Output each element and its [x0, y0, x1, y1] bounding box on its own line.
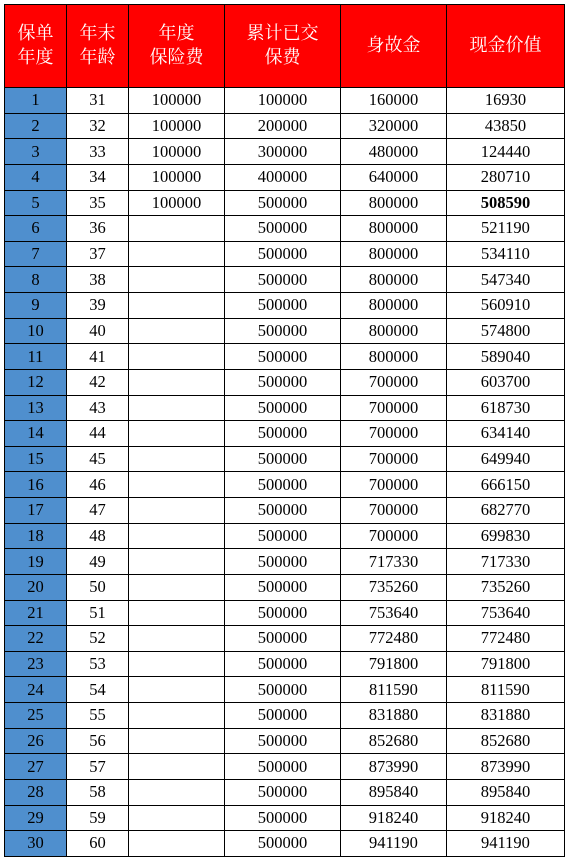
cell-cash-value: 603700	[447, 369, 565, 395]
cell-cash-value: 811590	[447, 677, 565, 703]
cell-cumulative-premium: 500000	[225, 395, 341, 421]
table-row	[5, 318, 565, 344]
cell-cumulative-premium: 500000	[225, 600, 341, 626]
cell-cumulative-premium: 500000	[225, 754, 341, 780]
cell-annual-premium	[129, 472, 225, 498]
cell-annual-premium	[129, 549, 225, 575]
cell-annual-premium	[129, 241, 225, 267]
cell-cash-value: 534110	[447, 241, 565, 267]
table-row	[5, 216, 565, 242]
cell-policy-year: 15	[5, 446, 67, 472]
table-row	[5, 369, 565, 395]
cell-age: 42	[67, 369, 129, 395]
table-row	[5, 421, 565, 447]
cell-annual-premium	[129, 344, 225, 370]
table-row	[5, 728, 565, 754]
table-row	[5, 549, 565, 575]
cell-death-benefit: 791800	[341, 651, 447, 677]
cell-policy-year: 28	[5, 779, 67, 805]
table-row	[5, 395, 565, 421]
cell-death-benefit: 811590	[341, 677, 447, 703]
cell-cumulative-premium: 500000	[225, 446, 341, 472]
cell-cumulative-premium: 500000	[225, 523, 341, 549]
cell-annual-premium	[129, 498, 225, 524]
cell-death-benefit: 800000	[341, 267, 447, 293]
cell-death-benefit: 735260	[341, 574, 447, 600]
cell-age: 39	[67, 293, 129, 319]
cell-age: 48	[67, 523, 129, 549]
cell-cumulative-premium: 200000	[225, 113, 341, 139]
cell-policy-year: 4	[5, 164, 67, 190]
cell-cumulative-premium: 500000	[225, 498, 341, 524]
table-row	[5, 139, 565, 165]
cell-death-benefit: 800000	[341, 216, 447, 242]
cell-policy-year: 23	[5, 651, 67, 677]
cell-cash-value: 873990	[447, 754, 565, 780]
cell-death-benefit: 918240	[341, 805, 447, 831]
cell-death-benefit: 873990	[341, 754, 447, 780]
table-row	[5, 498, 565, 524]
cell-policy-year: 19	[5, 549, 67, 575]
cell-age: 35	[67, 190, 129, 216]
cell-policy-year: 13	[5, 395, 67, 421]
cell-cash-value: 791800	[447, 651, 565, 677]
header-row	[5, 5, 565, 88]
cell-policy-year: 10	[5, 318, 67, 344]
cell-policy-year: 1	[5, 88, 67, 114]
cell-cumulative-premium: 500000	[225, 805, 341, 831]
cell-age: 55	[67, 703, 129, 729]
cell-policy-year: 5	[5, 190, 67, 216]
cell-cash-value: 941190	[447, 831, 565, 857]
table-row	[5, 446, 565, 472]
cell-cash-value: 634140	[447, 421, 565, 447]
cell-cash-value: 918240	[447, 805, 565, 831]
cell-death-benefit: 700000	[341, 369, 447, 395]
cell-age: 46	[67, 472, 129, 498]
cell-death-benefit: 753640	[341, 600, 447, 626]
cell-death-benefit: 700000	[341, 421, 447, 447]
cell-death-benefit: 700000	[341, 523, 447, 549]
cell-cash-value: 280710	[447, 164, 565, 190]
cell-cash-value: 852680	[447, 728, 565, 754]
cell-policy-year: 12	[5, 369, 67, 395]
cell-annual-premium	[129, 754, 225, 780]
header-cash-value: 现金价值	[447, 5, 565, 88]
cell-cumulative-premium: 500000	[225, 651, 341, 677]
cell-age: 47	[67, 498, 129, 524]
cell-age: 36	[67, 216, 129, 242]
cell-cash-value: 124440	[447, 139, 565, 165]
table-row	[5, 574, 565, 600]
cell-age: 38	[67, 267, 129, 293]
table-row	[5, 779, 565, 805]
cell-cash-value: 547340	[447, 267, 565, 293]
cell-death-benefit: 831880	[341, 703, 447, 729]
cell-policy-year: 20	[5, 574, 67, 600]
cell-age: 57	[67, 754, 129, 780]
cell-age: 40	[67, 318, 129, 344]
cell-age: 31	[67, 88, 129, 114]
cell-annual-premium: 100000	[129, 88, 225, 114]
cell-policy-year: 29	[5, 805, 67, 831]
cell-policy-year: 21	[5, 600, 67, 626]
table-row	[5, 754, 565, 780]
cell-cash-value: 521190	[447, 216, 565, 242]
cell-policy-year: 26	[5, 728, 67, 754]
table-row	[5, 344, 565, 370]
table-body	[5, 88, 565, 857]
cell-cash-value: 508590	[447, 190, 565, 216]
cell-cumulative-premium: 500000	[225, 293, 341, 319]
cell-age: 34	[67, 164, 129, 190]
cell-policy-year: 9	[5, 293, 67, 319]
cell-annual-premium	[129, 677, 225, 703]
cell-annual-premium: 100000	[129, 113, 225, 139]
cell-policy-year: 6	[5, 216, 67, 242]
table-row	[5, 190, 565, 216]
cell-cash-value: 753640	[447, 600, 565, 626]
cell-age: 56	[67, 728, 129, 754]
cell-death-benefit: 700000	[341, 395, 447, 421]
cell-annual-premium	[129, 267, 225, 293]
cell-cash-value: 589040	[447, 344, 565, 370]
table-row	[5, 651, 565, 677]
cell-annual-premium	[129, 369, 225, 395]
cell-cumulative-premium: 500000	[225, 216, 341, 242]
table-row	[5, 677, 565, 703]
policy-benefit-table	[4, 4, 565, 857]
cell-annual-premium	[129, 805, 225, 831]
cell-cumulative-premium: 500000	[225, 421, 341, 447]
cell-cash-value: 699830	[447, 523, 565, 549]
cell-annual-premium	[129, 216, 225, 242]
cell-age: 52	[67, 626, 129, 652]
cell-policy-year: 27	[5, 754, 67, 780]
table-row	[5, 523, 565, 549]
cell-annual-premium	[129, 421, 225, 447]
cell-policy-year: 2	[5, 113, 67, 139]
table-row	[5, 164, 565, 190]
cell-age: 37	[67, 241, 129, 267]
cell-cash-value: 772480	[447, 626, 565, 652]
cell-death-benefit: 480000	[341, 139, 447, 165]
cell-annual-premium	[129, 574, 225, 600]
cell-cash-value: 735260	[447, 574, 565, 600]
cell-policy-year: 8	[5, 267, 67, 293]
cell-age: 32	[67, 113, 129, 139]
cell-annual-premium	[129, 446, 225, 472]
cell-annual-premium	[129, 831, 225, 857]
cell-policy-year: 16	[5, 472, 67, 498]
cell-age: 45	[67, 446, 129, 472]
cell-death-benefit: 800000	[341, 344, 447, 370]
table-row	[5, 241, 565, 267]
cell-age: 44	[67, 421, 129, 447]
table-row	[5, 626, 565, 652]
cell-annual-premium	[129, 600, 225, 626]
cell-annual-premium: 100000	[129, 164, 225, 190]
cell-policy-year: 3	[5, 139, 67, 165]
cell-policy-year: 17	[5, 498, 67, 524]
cell-death-benefit: 640000	[341, 164, 447, 190]
cell-death-benefit: 941190	[341, 831, 447, 857]
cell-age: 41	[67, 344, 129, 370]
cell-annual-premium: 100000	[129, 139, 225, 165]
cell-cumulative-premium: 500000	[225, 344, 341, 370]
cell-cumulative-premium: 300000	[225, 139, 341, 165]
cell-cash-value: 666150	[447, 472, 565, 498]
cell-age: 54	[67, 677, 129, 703]
table-header	[5, 5, 565, 88]
cell-death-benefit: 800000	[341, 318, 447, 344]
cell-policy-year: 7	[5, 241, 67, 267]
cell-policy-year: 18	[5, 523, 67, 549]
cell-cumulative-premium: 500000	[225, 728, 341, 754]
cell-death-benefit: 800000	[341, 293, 447, 319]
cell-cumulative-premium: 400000	[225, 164, 341, 190]
cell-cash-value: 831880	[447, 703, 565, 729]
cell-annual-premium: 100000	[129, 190, 225, 216]
cell-death-benefit: 800000	[341, 241, 447, 267]
cell-death-benefit: 160000	[341, 88, 447, 114]
cell-age: 60	[67, 831, 129, 857]
cell-age: 33	[67, 139, 129, 165]
cell-cumulative-premium: 500000	[225, 574, 341, 600]
cell-cash-value: 43850	[447, 113, 565, 139]
cell-cumulative-premium: 500000	[225, 779, 341, 805]
cell-annual-premium	[129, 395, 225, 421]
cell-cumulative-premium: 500000	[225, 626, 341, 652]
cell-annual-premium	[129, 703, 225, 729]
cell-age: 43	[67, 395, 129, 421]
cell-cash-value: 682770	[447, 498, 565, 524]
cell-age: 53	[67, 651, 129, 677]
table-row	[5, 600, 565, 626]
table-row	[5, 703, 565, 729]
cell-cash-value: 895840	[447, 779, 565, 805]
cell-age: 49	[67, 549, 129, 575]
table-row	[5, 831, 565, 857]
cell-policy-year: 25	[5, 703, 67, 729]
cell-cumulative-premium: 500000	[225, 703, 341, 729]
cell-age: 58	[67, 779, 129, 805]
header-policy-year: 保单 年度	[5, 5, 67, 88]
cell-cumulative-premium: 500000	[225, 267, 341, 293]
cell-annual-premium	[129, 293, 225, 319]
cell-cash-value: 16930	[447, 88, 565, 114]
cell-cumulative-premium: 500000	[225, 549, 341, 575]
cell-cumulative-premium: 500000	[225, 677, 341, 703]
cell-cumulative-premium: 500000	[225, 472, 341, 498]
cell-cash-value: 717330	[447, 549, 565, 575]
cell-cumulative-premium: 100000	[225, 88, 341, 114]
cell-policy-year: 24	[5, 677, 67, 703]
header-annual-premium: 年度 保险费	[129, 5, 225, 88]
cell-death-benefit: 700000	[341, 446, 447, 472]
cell-annual-premium	[129, 318, 225, 344]
cell-cumulative-premium: 500000	[225, 241, 341, 267]
cell-annual-premium	[129, 523, 225, 549]
cell-cumulative-premium: 500000	[225, 190, 341, 216]
cell-cash-value: 618730	[447, 395, 565, 421]
table-row	[5, 293, 565, 319]
header-age: 年末 年龄	[67, 5, 129, 88]
cell-death-benefit: 852680	[341, 728, 447, 754]
cell-death-benefit: 772480	[341, 626, 447, 652]
table-row	[5, 472, 565, 498]
cell-policy-year: 30	[5, 831, 67, 857]
cell-annual-premium	[129, 651, 225, 677]
cell-death-benefit: 717330	[341, 549, 447, 575]
cell-age: 50	[67, 574, 129, 600]
cell-annual-premium	[129, 728, 225, 754]
cell-age: 59	[67, 805, 129, 831]
header-cumulative-premium: 累计已交 保费	[225, 5, 341, 88]
cell-age: 51	[67, 600, 129, 626]
cell-policy-year: 14	[5, 421, 67, 447]
cell-death-benefit: 800000	[341, 190, 447, 216]
cell-cash-value: 560910	[447, 293, 565, 319]
cell-death-benefit: 700000	[341, 472, 447, 498]
cell-cash-value: 649940	[447, 446, 565, 472]
cell-death-benefit: 700000	[341, 498, 447, 524]
table-row	[5, 267, 565, 293]
cell-cumulative-premium: 500000	[225, 318, 341, 344]
header-death-benefit: 身故金	[341, 5, 447, 88]
table-row	[5, 805, 565, 831]
cell-death-benefit: 320000	[341, 113, 447, 139]
cell-annual-premium	[129, 626, 225, 652]
cell-cumulative-premium: 500000	[225, 831, 341, 857]
table-row	[5, 88, 565, 114]
cell-death-benefit: 895840	[341, 779, 447, 805]
cell-cash-value: 574800	[447, 318, 565, 344]
cell-annual-premium	[129, 779, 225, 805]
cell-policy-year: 11	[5, 344, 67, 370]
table-row	[5, 113, 565, 139]
cell-cumulative-premium: 500000	[225, 369, 341, 395]
cell-policy-year: 22	[5, 626, 67, 652]
